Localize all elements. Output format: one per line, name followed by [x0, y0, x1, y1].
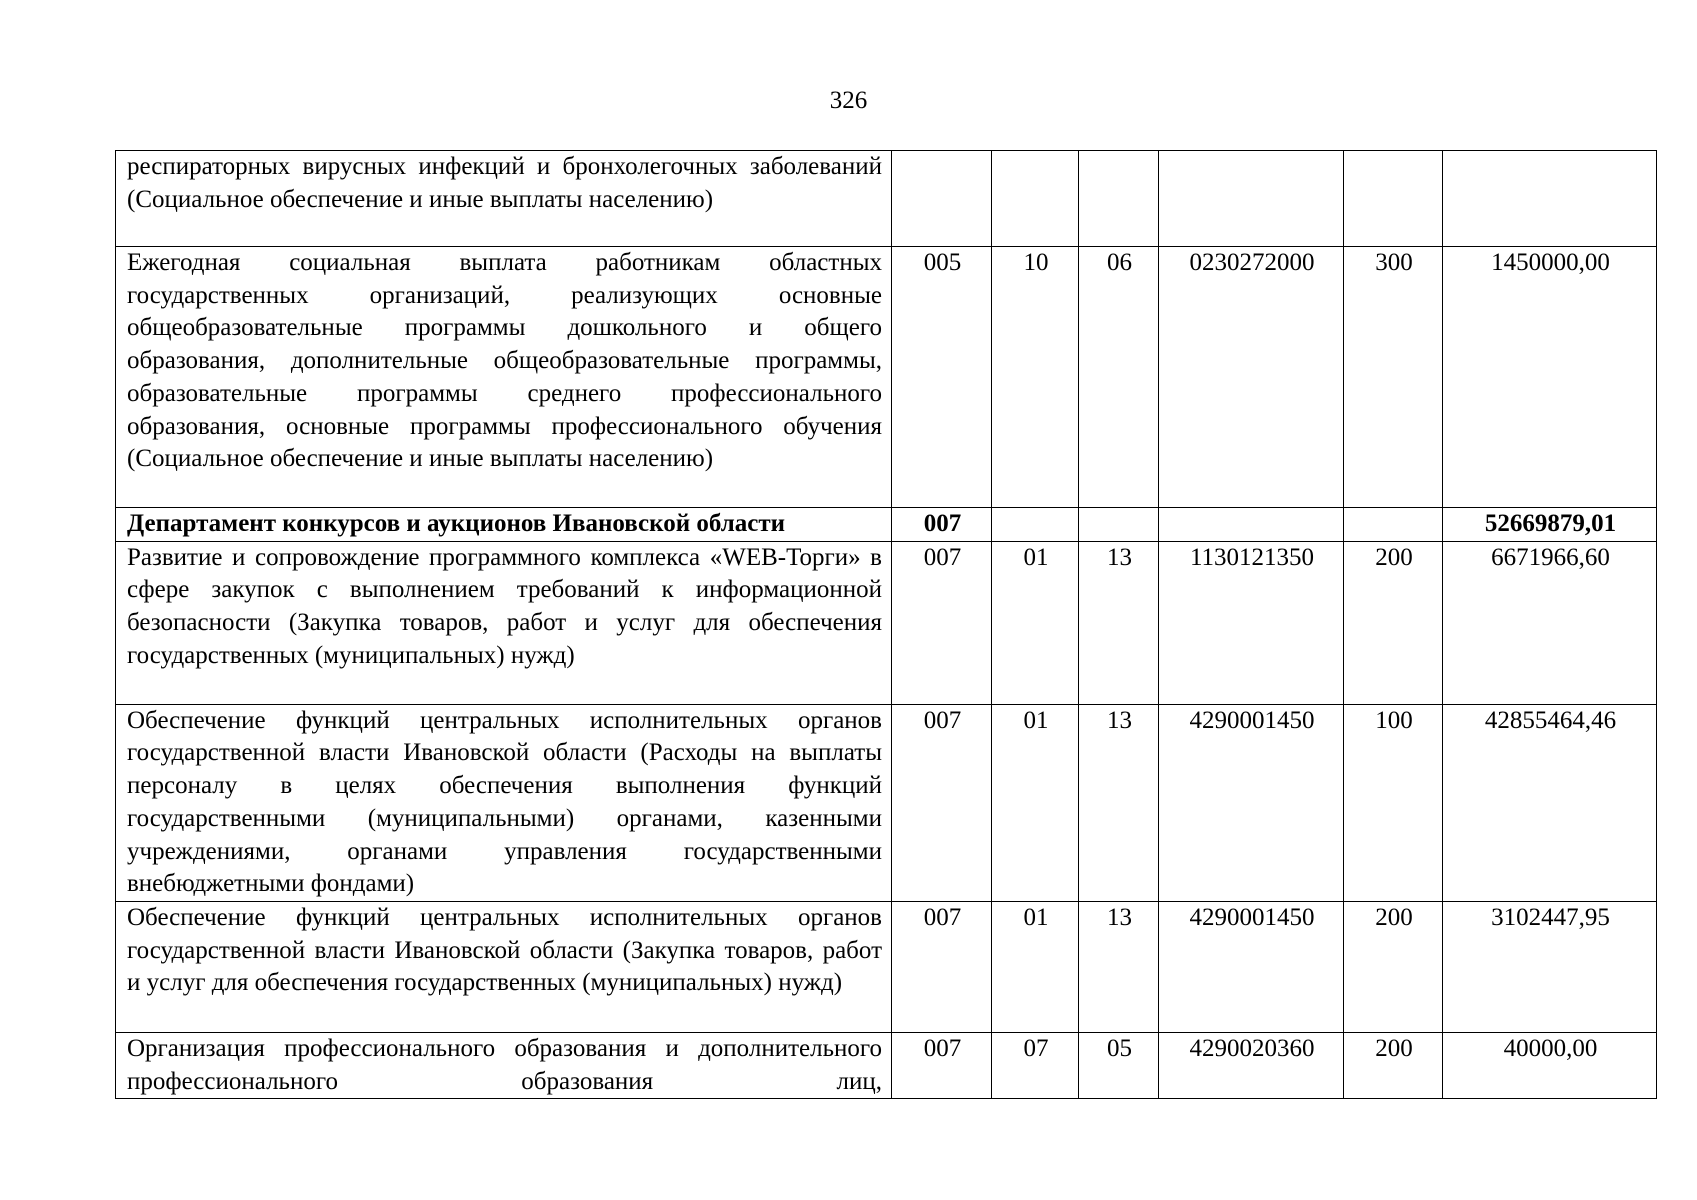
row-description: Ежегодная социальная выплата работникам областных государственных организаций, реализующих основные общеобразовательные программы дошкольного и общего образования, дополнительные общеобразовательные программы, образовательные программы среднего профессионального образования, основные программы профессионального обучения (Социальное обеспечение и иные выплаты населению)	[116, 247, 892, 508]
row-target-article-code	[1159, 508, 1344, 542]
table-row	[116, 151, 1657, 247]
row-description: Развитие и сопровождение программного комплекса «WEB-Торги» в сфере закупок с выполнением требований к информационной безопасности (Закупка товаров, работ и услуг для обеспечения государственных (муниципальных) нужд)	[116, 541, 892, 704]
table-row	[116, 247, 1657, 508]
row-expense-type-code: 200	[1344, 1032, 1443, 1098]
row-section-code: 01	[992, 541, 1079, 704]
row-ved-code: 007	[892, 901, 992, 1032]
row-description: Обеспечение функций центральных исполнительных органов государственной власти Ивановской области (Закупка товаров, работ и услуг для обеспечения государственных (муниципальных) нужд)	[116, 901, 892, 1032]
row-target-article-code: 1130121350	[1159, 541, 1344, 704]
row-target-article-code: 0230272000	[1159, 247, 1344, 508]
row-amount: 40000,00	[1443, 1032, 1657, 1098]
row-section-code: 01	[992, 901, 1079, 1032]
budget-table	[115, 150, 1657, 1099]
row-target-article-code: 4290001450	[1159, 901, 1344, 1032]
table-row	[116, 704, 1657, 901]
row-ved-code: 007	[892, 508, 992, 542]
row-ved-code: 007	[892, 1032, 992, 1098]
row-target-article-code: 4290001450	[1159, 704, 1344, 901]
row-expense-type-code: 200	[1344, 901, 1443, 1032]
department-total-amount: 52669879,01	[1443, 508, 1657, 542]
row-section-code: 07	[992, 1032, 1079, 1098]
row-section-code	[992, 151, 1079, 247]
row-amount	[1443, 151, 1657, 247]
row-amount: 42855464,46	[1443, 704, 1657, 901]
row-expense-type-code	[1344, 151, 1443, 247]
department-name: Департамент конкурсов и аукционов Ивановской области	[116, 508, 892, 542]
row-expense-type-code: 300	[1344, 247, 1443, 508]
row-subsection-code: 13	[1079, 541, 1159, 704]
row-subsection-code: 05	[1079, 1032, 1159, 1098]
row-amount: 6671966,60	[1443, 541, 1657, 704]
table-row	[116, 901, 1657, 1032]
row-amount: 3102447,95	[1443, 901, 1657, 1032]
row-expense-type-code: 100	[1344, 704, 1443, 901]
row-description: респираторных вирусных инфекций и бронхолегочных заболеваний (Социальное обеспечение и иные выплаты населению)	[116, 151, 892, 247]
row-subsection-code: 13	[1079, 704, 1159, 901]
row-ved-code	[892, 151, 992, 247]
row-subsection-code: 06	[1079, 247, 1159, 508]
row-expense-type-code	[1344, 508, 1443, 542]
row-amount: 1450000,00	[1443, 247, 1657, 508]
table-row-department	[116, 508, 1657, 542]
row-section-code	[992, 508, 1079, 542]
row-expense-type-code: 200	[1344, 541, 1443, 704]
row-ved-code: 007	[892, 541, 992, 704]
row-ved-code: 007	[892, 704, 992, 901]
row-section-code: 01	[992, 704, 1079, 901]
table-row	[116, 1032, 1657, 1098]
page-number: 326	[829, 87, 868, 114]
row-description: Обеспечение функций центральных исполнительных органов государственной власти Ивановской области (Расходы на выплаты персоналу в целях обеспечения выполнения функций государственными (муниципальными) органами, казенными учреждениями, органами управления государственными внебюджетными фондами)	[116, 704, 892, 901]
row-subsection-code	[1079, 508, 1159, 542]
row-ved-code: 005	[892, 247, 992, 508]
table-row	[116, 541, 1657, 704]
row-description: Организация профессионального образования и дополнительного профессионального образования лиц,	[116, 1032, 892, 1098]
row-subsection-code	[1079, 151, 1159, 247]
row-target-article-code: 4290020360	[1159, 1032, 1344, 1098]
row-target-article-code	[1159, 151, 1344, 247]
row-section-code: 10	[992, 247, 1079, 508]
row-subsection-code: 13	[1079, 901, 1159, 1032]
